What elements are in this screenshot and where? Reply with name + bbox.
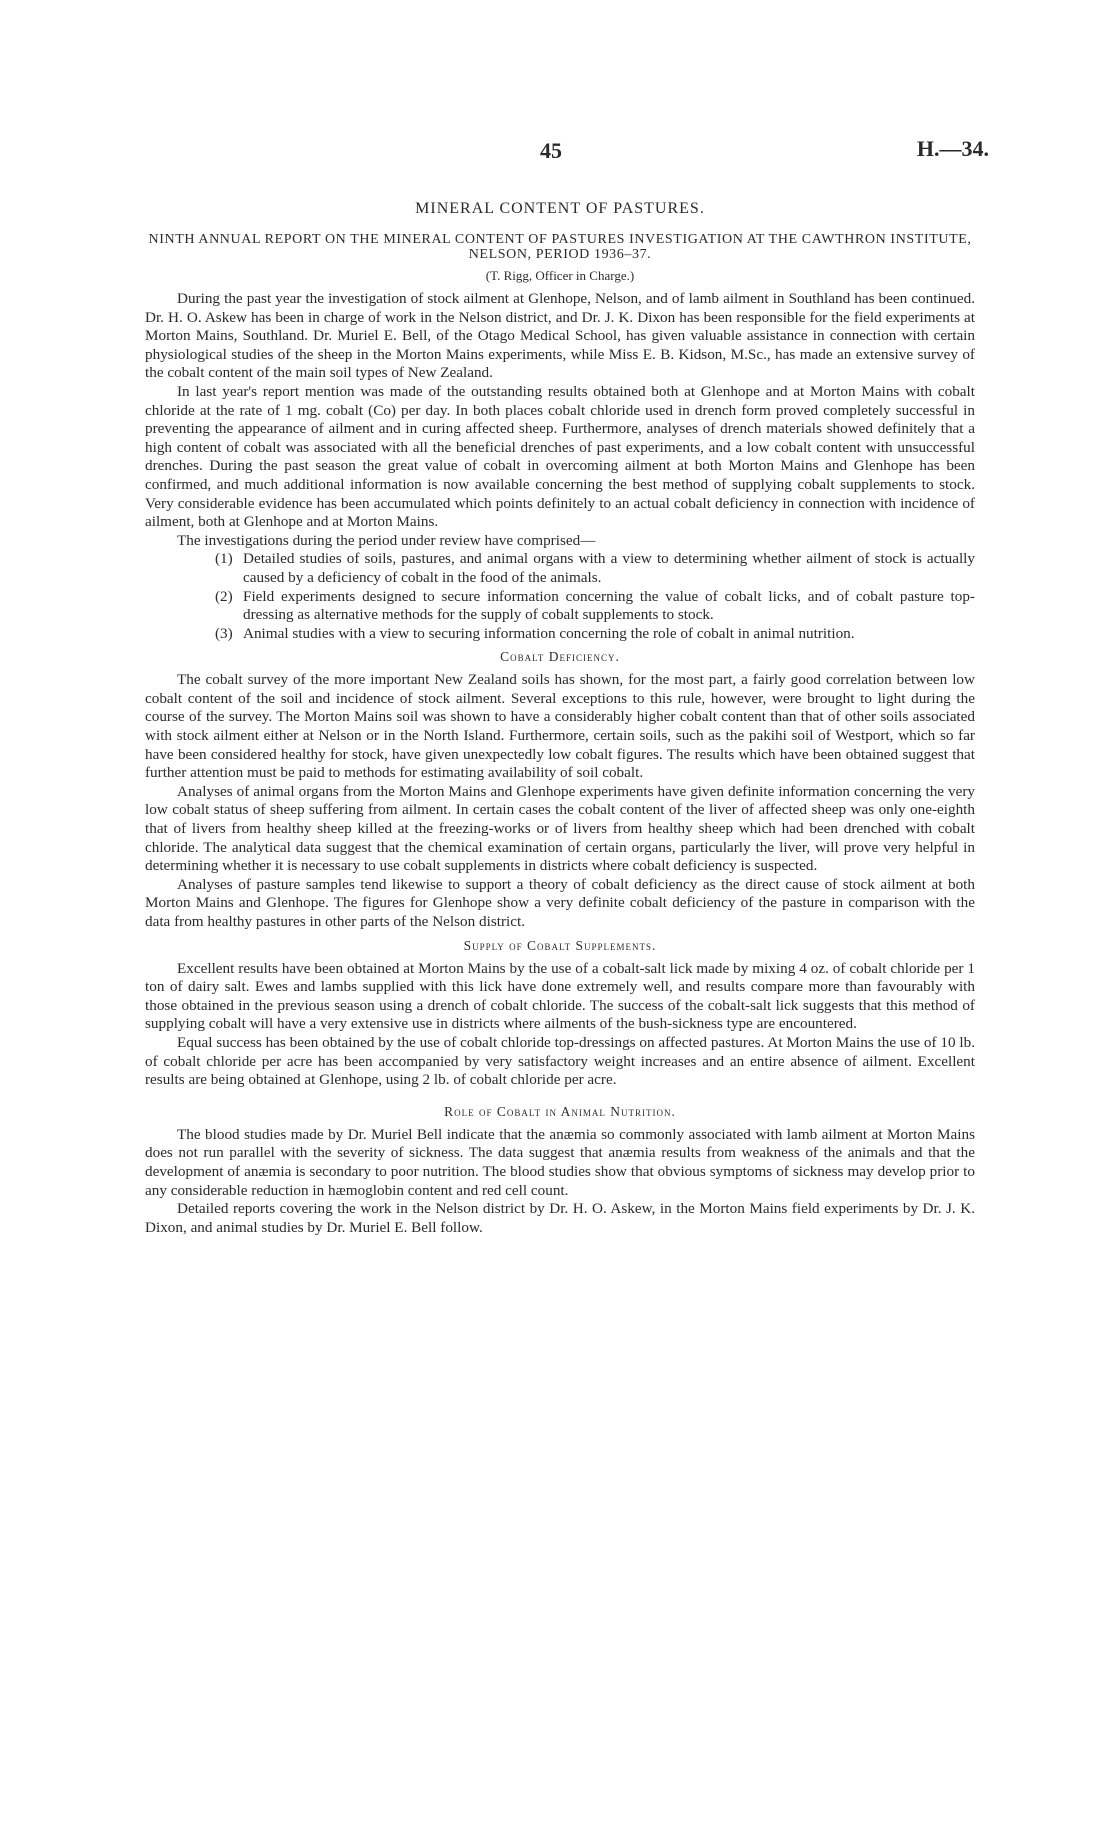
list-item-text: Field experiments designed to secure information concerning the value of cobalt licks, and of cobalt pasture top-dressing as alternative methods for the supply of cobalt supplements to stock. <box>243 587 975 624</box>
section-paragraph: Excellent results have been obtained at Morton Mains by the use of a cobalt-salt lick made by mixing 4 oz. of cobalt chloride per 1 ton of dairy salt. Ewes and lambs supplied with this lick have done extremely well, and results compare more than favourably with those obtained in the previous season using a drench of cobalt chloride. The success of the cobalt-salt lick suggests that this method of supplying cobalt will have a very extensive use in districts where ailments of the bush-sickness type are encountered. <box>145 959 975 1033</box>
list-item <box>215 625 975 644</box>
intro-paragraph: In last year's report mention was made of the outstanding results obtained both at Glenhope and at Morton Mains with cobalt chloride at the rate of 1 mg. cobalt (Co) per day. In both places cobalt chloride used in drench form proved completely successful in preventing the appearance of ailment and in curing affected sheep. Furthermore, analyses of drench materials showed definitely that a high content of cobalt was associated with all the beneficial drenches of past experiments, and a low cobalt content with unsuccessful drenches. During the past season the great value of cobalt in overcoming ailment at both Morton Mains and Glenhope has been confirmed, and much additional information is now available concerning the best method of supplying cobalt supplements to stock. Very considerable evidence has been accumulated which points definitely to an actual cobalt deficiency in connection with incidence of ailment, both at Glenhope and at Morton Mains. <box>145 382 975 531</box>
investigations-intro: The investigations during the period under review have comprised— <box>177 531 596 549</box>
section-paragraph: The blood studies made by Dr. Muriel Bell indicate that the anæmia so commonly associated with lamb ailment at Morton Mains does not run parallel with the severity of sickness. The data suggest that anæmia results from weakness of the animals and that the development of anæmia is secondary to poor nutrition. The blood studies show that obvious symptoms of sickness may develop prior to any considerable reduction in hæmoglobin content and red cell count. <box>145 1125 975 1199</box>
list-item-text: Animal studies with a view to securing information concerning the role of cobalt in animal nutrition. <box>243 624 855 642</box>
section-heading-supply-of-cobalt: Supply of Cobalt Supplements. <box>463 937 657 953</box>
list-item <box>215 550 975 587</box>
report-title: MINERAL CONTENT OF PASTURES. <box>415 200 705 217</box>
section-paragraph: Analyses of pasture samples tend likewise to support a theory of cobalt deficiency as the direct cause of stock ailment at both Morton Mains and Glenhope. The figures for Glenhope show a very definite cobalt deficiency of the pasture in comparison with the data from healthy pastures in other parts of the Nelson district. <box>145 875 975 930</box>
section-heading-cobalt-deficiency: Cobalt Deficiency. <box>500 649 620 665</box>
list-item-number: (2) <box>215 587 233 605</box>
report-subtitle: NINTH ANNUAL REPORT ON THE MINERAL CONTENT OF PASTURES INVESTIGATION AT THE CAWTHRON INSTITUTE, NELSON, PERIOD 1936–37. <box>148 232 972 262</box>
list-item-number: (1) <box>215 550 233 568</box>
section-heading-role-of-cobalt: Role of Cobalt in Animal Nutrition. <box>444 1103 676 1119</box>
page-number: 45 <box>540 138 562 163</box>
document-code: H.—34. <box>916 136 989 161</box>
list-item-number: (3) <box>215 624 233 642</box>
list-item-text: Detailed studies of soils, pastures, and animal organs with a view to determining whether ailment of stock is actually caused by a deficiency of cobalt in the food of the animals. <box>243 550 975 586</box>
section-paragraph: The cobalt survey of the more important New Zealand soils has shown, for the most part, a fairly good correlation between low cobalt content of the soil and incidence of stock ailment. Several exceptions to this rule, however, were brought to light during the course of the survey. The Morton Mains soil was shown to have a considerably higher cobalt content than that of other soils associated with stock ailment either at Nelson or in the North Island. Furthermore, certain soils, such as the pakihi soil of Westport, which so far have been considered healthy for stock, have given unexpectedly low cobalt figures. The results which have been obtained suggest that further attention must be paid to methods for estimating availability of soil cobalt. <box>145 671 975 782</box>
investigations-list <box>145 550 975 643</box>
intro-paragraph: During the past year the investigation of stock ailment at Glenhope, Nelson, and of lamb ailment in Southland has been continued. Dr. H. O. Askew has been in charge of work in the Nelson district, and Dr. J. K. Dixon has been responsible for the field experiments at Morton Mains, Southland. Dr. Muriel E. Bell, of the Otago Medical School, has given valuable assistance in connection with certain physiological studies of the sheep in the Morton Mains experiments, while Miss E. B. Kidson, M.Sc., has made an extensive survey of the cobalt content of the main soil types of New Zealand. <box>145 290 975 382</box>
section-paragraph: Equal success has been obtained by the use of cobalt chloride top-dressings on affected pastures. At Morton Mains the use of 10 lb. of cobalt chloride per acre has been accompanied by very satisfactory weight increases and an entire absence of ailment. Excellent results are being obtained at Glenhope, using 2 lb. of cobalt chloride per acre. <box>145 1033 975 1089</box>
section-paragraph: Analyses of animal organs from the Morton Mains and Glenhope experiments have given definite information concerning the very low cobalt status of sheep suffering from ailment. In certain cases the cobalt content of the liver of affected sheep was only one-eighth that of livers from healthy sheep killed at the freezing-works or of livers from healthy sheep which had been drenched with cobalt chloride. The analytical data suggest that the chemical examination of certain organs, particularly the liver, will prove very helpful in determining whether it is necessary to use cobalt supplements in districts where cobalt deficiency is suspected. <box>145 782 975 875</box>
officer-in-charge: (T. Rigg, Officer in Charge.) <box>485 268 635 283</box>
list-item <box>215 588 975 625</box>
report-body <box>145 200 975 1237</box>
section-paragraph: Detailed reports covering the work in the Nelson district by Dr. H. O. Askew, in the Morton Mains field experiments by Dr. J. K. Dixon, and animal studies by Dr. Muriel E. Bell follow. <box>145 1200 975 1236</box>
